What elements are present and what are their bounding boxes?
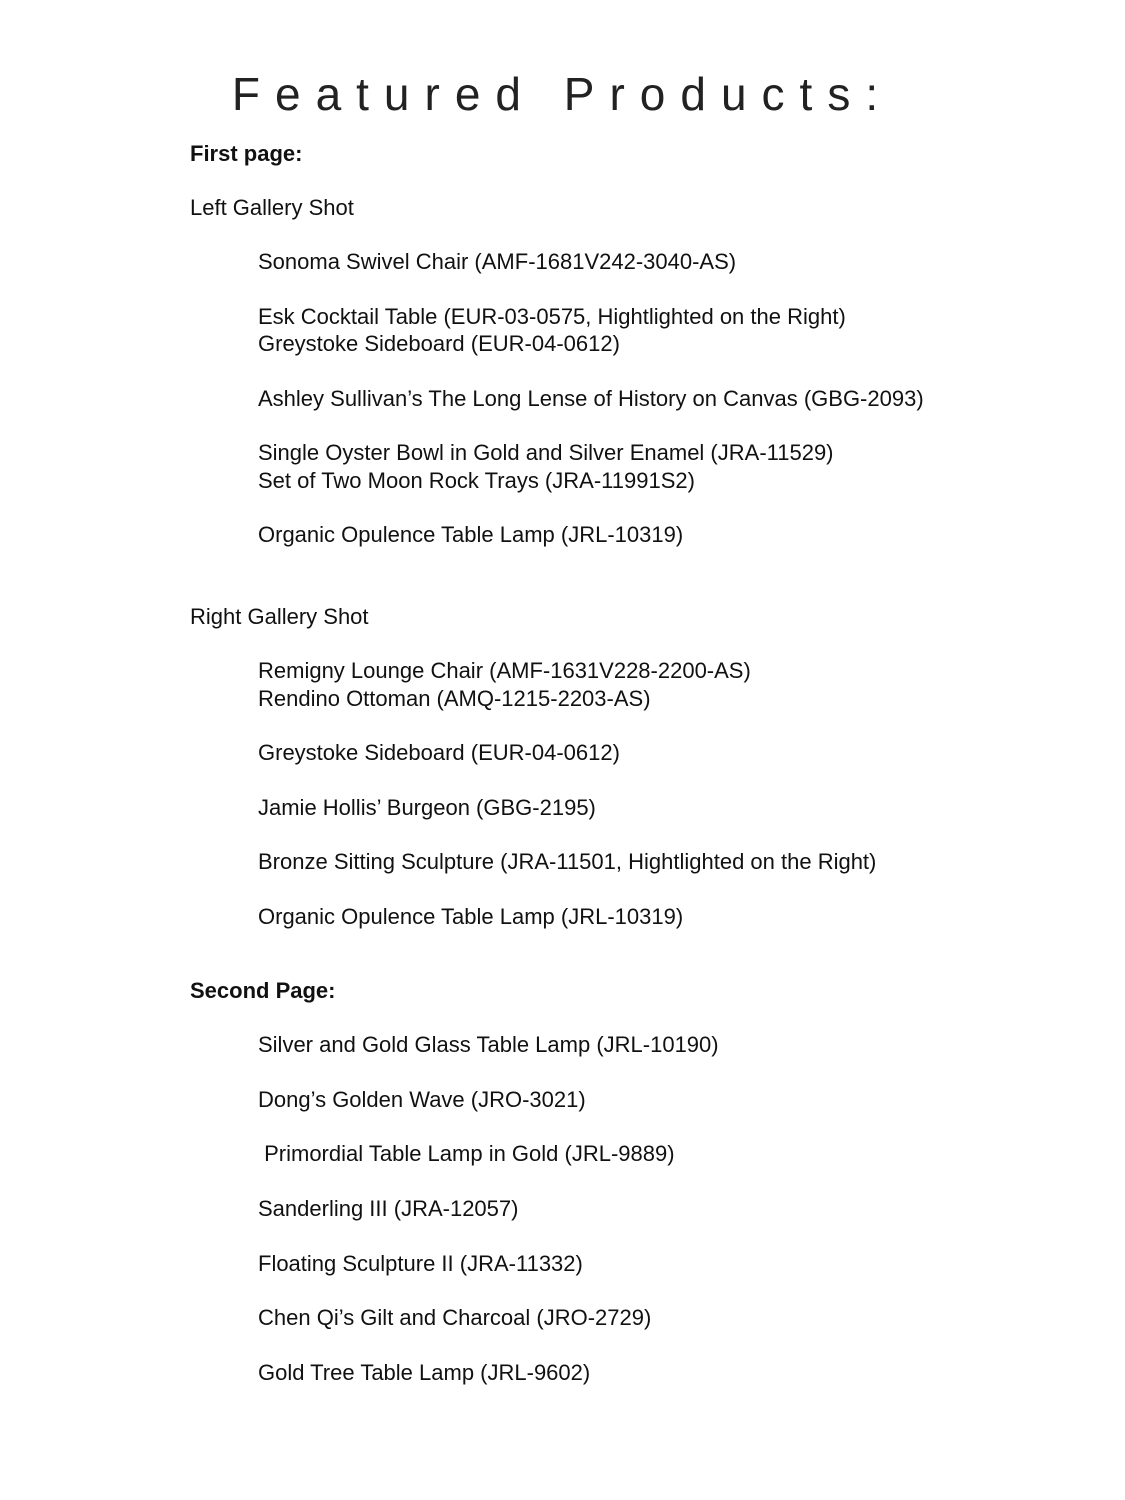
list-item: Silver and Gold Glass Table Lamp (JRL-10190) <box>258 1032 719 1057</box>
list-item: Greystoke Sideboard (EUR-04-0612) <box>258 331 620 356</box>
second-page-heading: Second Page: <box>190 978 336 1003</box>
list-item: Greystoke Sideboard (EUR-04-0612) <box>258 740 620 765</box>
list-item: Organic Opulence Table Lamp (JRL-10319) <box>258 522 684 547</box>
first-page-heading: First page: <box>190 141 303 166</box>
list-item: Organic Opulence Table Lamp (JRL-10319) <box>258 904 684 929</box>
list-item: Primordial Table Lamp in Gold (JRL-9889) <box>258 1141 675 1166</box>
page-title: Featured Products: <box>231 68 894 120</box>
list-item: Esk Cocktail Table (EUR-03-0575, Hightlighted on the Right) <box>258 304 846 329</box>
list-item: Bronze Sitting Sculpture (JRA-11501, Hightlighted on the Right) <box>258 849 877 874</box>
list-item: Dong’s Golden Wave (JRO-3021) <box>258 1087 586 1112</box>
list-item: Gold Tree Table Lamp (JRL-9602) <box>258 1360 591 1385</box>
left-gallery-heading: Left Gallery Shot <box>190 195 354 220</box>
list-item: Ashley Sullivan’s The Long Lense of History on Canvas (GBG-2093) <box>258 386 924 411</box>
list-item: Remigny Lounge Chair (AMF-1631V228-2200-AS) <box>258 658 751 683</box>
list-item: Jamie Hollis’ Burgeon (GBG-2195) <box>258 795 596 820</box>
list-item: Set of Two Moon Rock Trays (JRA-11991S2) <box>258 468 695 493</box>
list-item: Sonoma Swivel Chair (AMF-1681V242-3040-AS) <box>258 249 737 274</box>
list-item: Single Oyster Bowl in Gold and Silver Enamel (JRA-11529) <box>258 440 834 465</box>
right-gallery-heading: Right Gallery Shot <box>190 604 369 629</box>
list-item: Rendino Ottoman (AMQ-1215-2203-AS) <box>258 686 651 711</box>
list-item: Floating Sculpture II (JRA-11332) <box>258 1251 583 1276</box>
list-item: Sanderling III (JRA-12057) <box>258 1196 519 1221</box>
list-item: Chen Qi’s Gilt and Charcoal (JRO-2729) <box>258 1305 652 1330</box>
